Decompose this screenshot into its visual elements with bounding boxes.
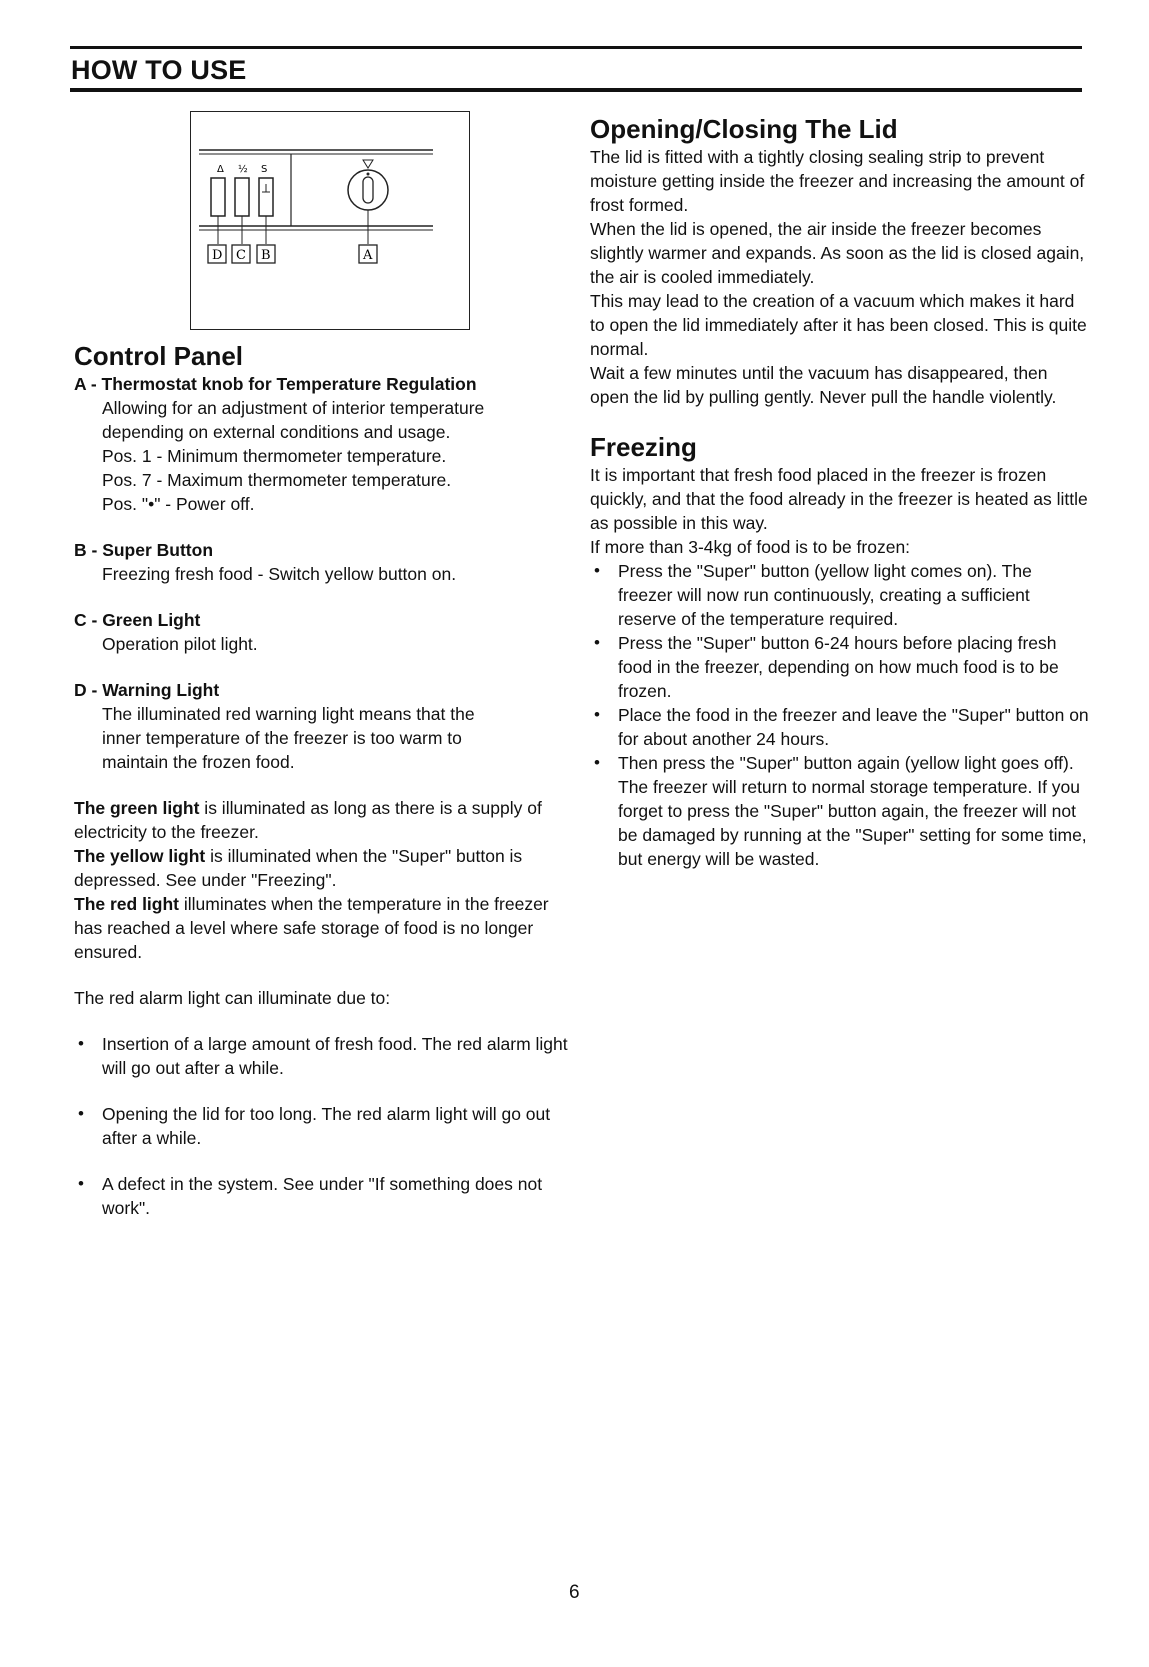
control-item-line: Pos. 7 - Maximum thermometer temperature. <box>102 470 452 490</box>
page-title: HOW TO USE <box>71 55 247 85</box>
control-item-b <box>74 538 574 586</box>
lid-paragraph: When the lid is opened, the air inside the freezer becomes slightly warmer and expands. As soon as the lid is closed again, the air is cooled immediately. <box>590 219 1085 287</box>
list-item: • Press the "Super" button 6-24 hours before placing fresh food in the freezer, depending on how much food is to be frozen. <box>590 631 1090 703</box>
list-item: • A defect in the system. See under "If something does not work". <box>74 1172 574 1220</box>
label-b: B <box>261 248 271 263</box>
freezing-heading: Freezing <box>590 432 697 462</box>
control-item-title: A - Thermostat knob for Temperature Regulation <box>74 374 477 394</box>
control-panel-section <box>74 340 574 1242</box>
freezing-paragraph: If more than 3-4kg of food is to be frozen: <box>590 537 911 557</box>
list-item: • Then press the "Super" button again (yellow light goes off). The freezer will return to normal storage temperature. If you forget to press the "Super" button again, the freezer will not be damaged by running at the "Super" setting for some time, but energy will be wasted. <box>590 751 1090 871</box>
header-top-rule <box>70 46 1082 49</box>
label-a: A <box>363 248 373 263</box>
control-item-title: B - Super Button <box>74 540 214 560</box>
list-item: • Opening the lid for too long. The red alarm light will go out after a while. <box>74 1102 574 1150</box>
right-column <box>590 113 1090 871</box>
control-item-line: maintain the frozen food. <box>102 752 295 772</box>
control-item-line: depending on external conditions and usage. <box>102 422 451 442</box>
header-bottom-rule <box>70 88 1082 92</box>
lid-paragraph: This may lead to the creation of a vacuum which makes it hard to open the lid immediately after it has been closed. This is quite normal. <box>590 291 1087 359</box>
list-item: • Press the "Super" button (yellow light comes on). The freezer will now run continuously, creating a sufficient reserve of the temperature required. <box>590 559 1090 631</box>
red-light-paragraph: The red light illuminates when the temperature in the freezer has reached a level where safe storage of food is no longer ensured. <box>74 894 549 962</box>
label-d: D <box>212 248 223 263</box>
lid-paragraph: Wait a few minutes until the vacuum has disappeared, then open the lid by pulling gently. Never pull the handle violently. <box>590 363 1057 407</box>
control-panel-heading: Control Panel <box>74 341 244 371</box>
yellow-light-paragraph: The yellow light is illuminated when the "Super" button is depressed. See under "Freezing". <box>74 846 523 890</box>
control-item-title: C - Green Light <box>74 610 201 630</box>
page-number: 6 <box>569 1582 580 1603</box>
label-c: C <box>236 248 246 263</box>
control-item-line: Pos. "•" - Power off. <box>102 494 255 514</box>
control-item-line: Freezing fresh food - Switch yellow button on. <box>102 564 457 584</box>
control-item-d <box>74 678 574 774</box>
super-symbol: S <box>261 164 268 175</box>
lid-heading: Opening/Closing The Lid <box>590 114 898 144</box>
list-item: • Place the food in the freezer and leave the "Super" button on for about another 24 hours. <box>590 703 1090 751</box>
control-item-line: Allowing for an adjustment of interior temperature <box>102 398 485 418</box>
green-light-paragraph: The green light is illuminated as long as there is a supply of electricity to the freezer. <box>74 798 542 842</box>
control-item-line: The illuminated red warning light means that the <box>102 704 475 724</box>
control-panel-drawing <box>191 112 469 329</box>
warning-symbol: Δ <box>217 164 224 175</box>
control-item-line: Operation pilot light. <box>102 634 258 654</box>
freezing-steps-list <box>590 559 1090 871</box>
control-panel-diagram <box>190 111 470 330</box>
freezing-paragraph: It is important that fresh food placed in the freezer is frozen quickly, and that the food already in the freezer is heated as little as possible in this way. <box>590 465 1088 533</box>
control-item-line: inner temperature of the freezer is too warm to <box>102 728 462 748</box>
control-item-line: Pos. 1 - Minimum thermometer temperature. <box>102 446 447 466</box>
alarm-intro: The red alarm light can illuminate due to: <box>74 988 391 1008</box>
control-item-a <box>74 372 574 516</box>
alarm-causes-list <box>74 1032 574 1220</box>
power-symbol: ½ <box>238 164 248 175</box>
control-item-title: D - Warning Light <box>74 680 220 700</box>
lid-paragraph: The lid is fitted with a tightly closing sealing strip to prevent moisture getting inside the freezer and increasing the amount of frost formed. <box>590 147 1085 215</box>
control-item-c <box>74 608 574 656</box>
list-item: • Insertion of a large amount of fresh food. The red alarm light will go out after a while. <box>74 1032 574 1080</box>
